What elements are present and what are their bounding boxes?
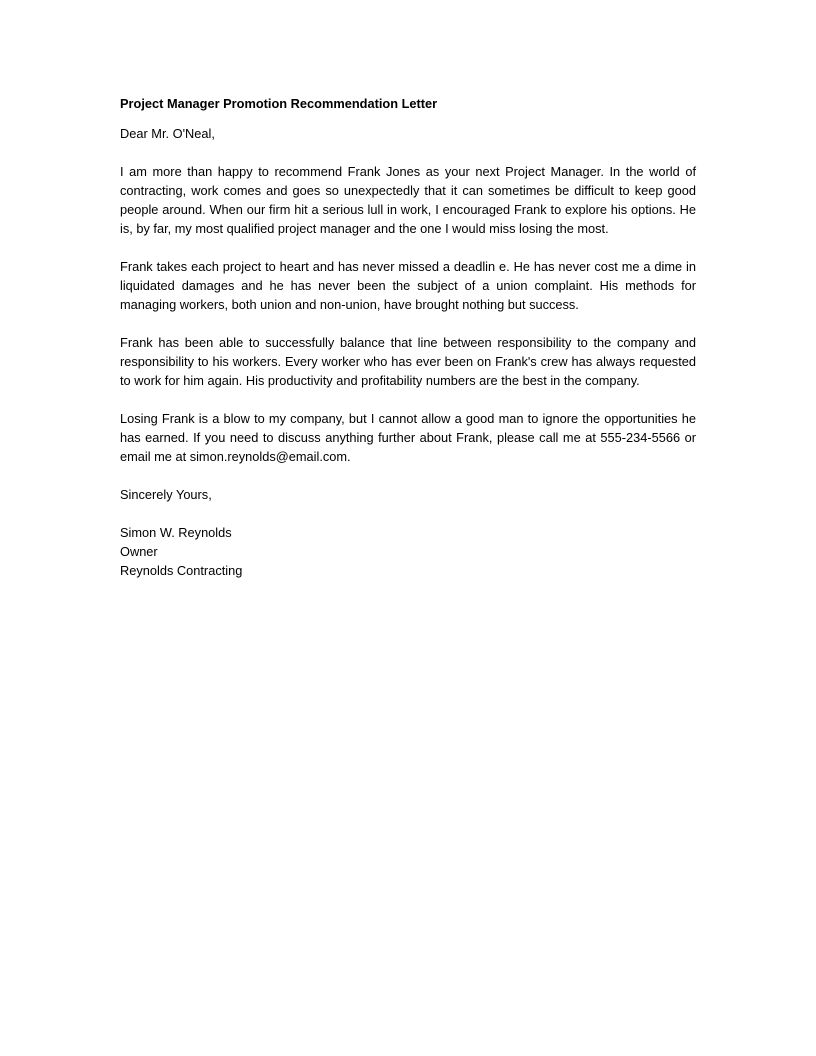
- letter-page: [120, 94, 696, 580]
- closing: Sincerely Yours,: [120, 487, 212, 502]
- letter-title: Project Manager Promotion Recommendation Letter: [120, 96, 438, 111]
- signature-company: Reynolds Contracting: [120, 563, 243, 578]
- paragraph-3: Frank has been able to successfully balance that line between responsibility to the company and responsibility to his workers. Every worker who has ever been on Frank's crew has always requested to work for him again. His productivity and profitability numbers are the best in the company.: [120, 335, 696, 388]
- paragraph-4: Losing Frank is a blow to my company, but I cannot allow a good man to ignore the opportunities he has earned. If you need to discuss anything further about Frank, please call me at 555-234-5566 or email me at simon.reynolds@email.com.: [120, 411, 696, 464]
- signature-role: Owner: [120, 544, 158, 559]
- signature-block: [120, 523, 696, 580]
- salutation: Dear Mr. O'Neal,: [120, 126, 215, 141]
- signature-name: Simon W. Reynolds: [120, 525, 232, 540]
- paragraph-1: I am more than happy to recommend Frank Jones as your next Project Manager. In the world of contracting, work comes and goes so unexpectedly that it can sometimes be difficult to keep good people around. When our firm hit a serious lull in work, I encouraged Frank to explore his options. He is, by far, my most qualified project manager and the one I would miss losing the most.: [120, 164, 696, 236]
- paragraph-2: Frank takes each project to heart and has never missed a deadlin e. He has never cost me a dime in liquidated damages and he has never been the subject of a union complaint. His methods for managing workers, both union and non-union, have brought nothing but success.: [120, 259, 696, 312]
